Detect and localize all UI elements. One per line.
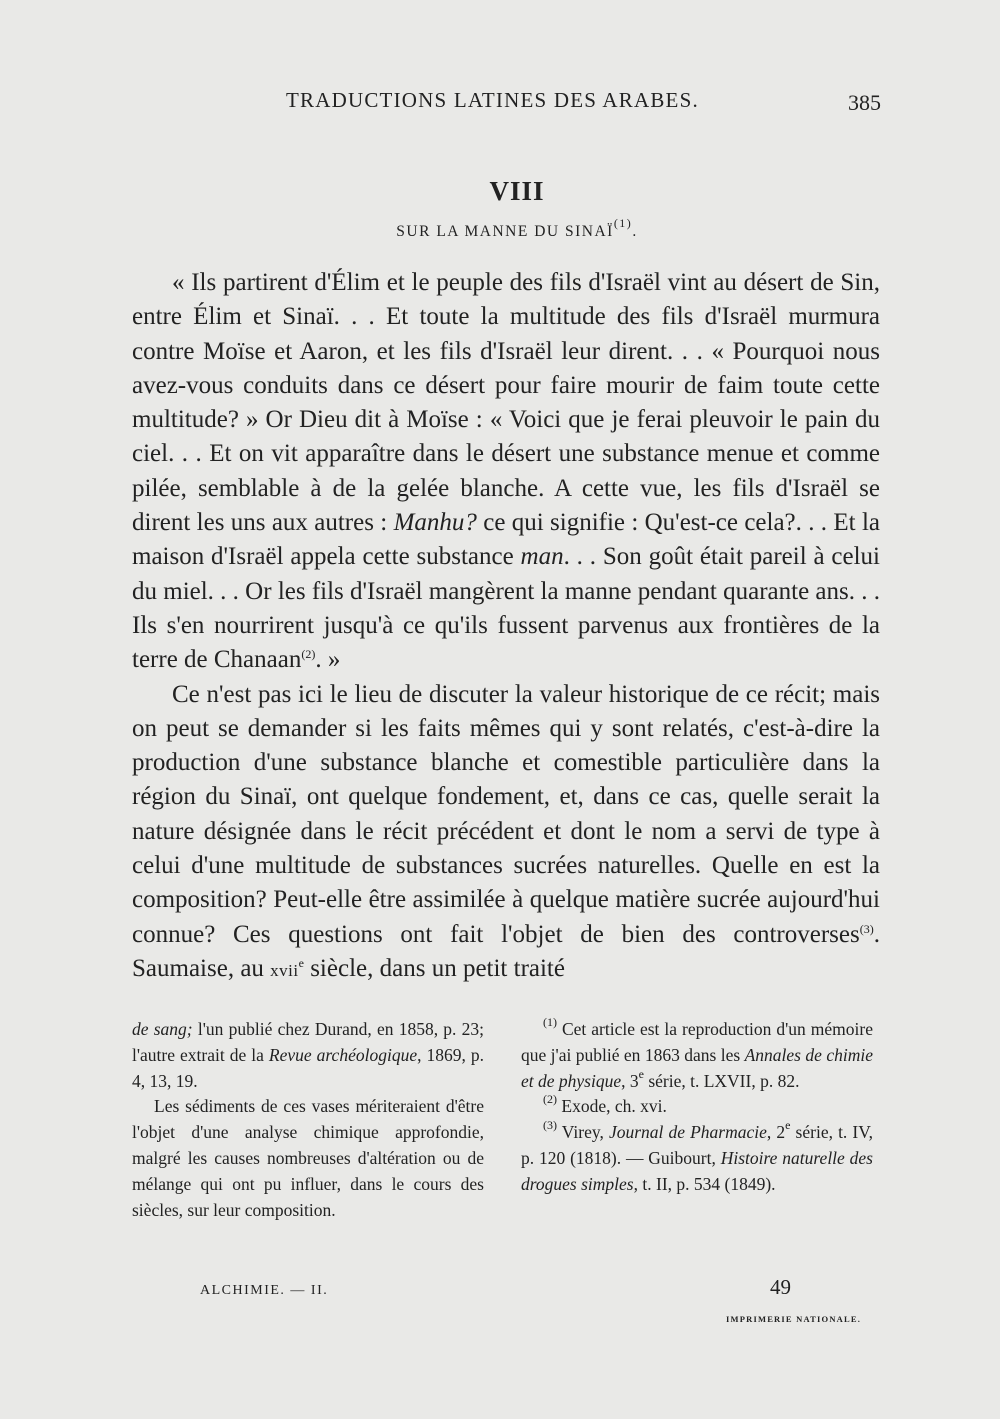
footnote-3-marker: (3) [543,1118,557,1133]
section-number: VIII [489,176,545,206]
footnote-3-text: , t. II, p. 534 (1849). [633,1173,776,1194]
main-text [132,266,880,988]
discussion-text: Ce n'est pas ici le lieu de discuter la valeur historique de ce récit; mais on peut se demander si les faits mêmes qui y sont relatés, c'est-à-dire la production d'une substance blanche et comestible particulière dans la région du Sinaï, ont quelque fondement, et, dans ce cas, quelle serait la nature désignée dans le récit précédent et dont le nom a servi de type à celui d'une multitude de substances sucrées naturelles. Quelle en est la composition? Peut-elle être assimilée à quelque matière sucrée aujourd'hui connue? Ces questions ont fait l'objet de bien des controverses [132,680,880,948]
century-superscript: e [298,955,304,970]
annales-title: Annales de chimie et de physique [521,1044,873,1091]
footnote-ref-2[interactable]: (2) [301,647,316,662]
printer-imprint: IMPRIMERIE NATIONALE. [726,1314,862,1324]
continued-footnote-text: , 1869, p. 4, 13, 19. [132,1044,484,1091]
footnote-1-marker: (1) [543,1015,557,1029]
section-title-text: SUR LA MANNE DU SINAÏ [396,223,614,240]
man-word: man [520,543,564,571]
footnotes-left-column [132,1017,484,1223]
footnote-2 [521,1094,873,1120]
footnotes-right-column [521,1017,873,1198]
footnote-1 [521,1017,873,1094]
quotation-paragraph [132,266,880,678]
page-number: 385 [848,90,881,115]
manhu-word: Manhu? [393,509,477,537]
journal-title: Journal de Pharmacie [608,1122,767,1143]
sediments-note: Les sédiments de ces vases mériteraient d'être l'objet d'une analyse chimique approfondie, malgré les causes nombreuses d'altération ou de mélange qui ont pu influer, dans le cours des siècles, sur leur composition. [132,1096,484,1220]
running-title: TRADUCTIONS LATINES DES ARABES. [286,88,699,112]
discussion-paragraph [132,678,880,989]
century-numeral: xvii [270,960,299,980]
quotation-text: . . . Son goût était pareil à celui du miel. . . Or les fils d'Israël mangèrent la manne pendant quarante ans. . . Ils s'en nourrirent jusqu'à ce qu'ils fussent parvenus aux frontières de la terre de Chanaan [132,543,881,674]
quotation-text: « Ils partirent d'Élim et le peuple des fils d'Israël vint au désert de Sin, entre Élim et Sinaï. . . Et toute la multitude des fils d'Israël murmura contre Moïse et Aaron, et les fils d'Israël leur dirent. . . « Pourquoi nous avez-vous conduits dans ce désert pour faire mourir de faim toute cette multitude? » Or Dieu dit à Moïse : « Voici que je ferai pleuvoir le pain du ciel. . . Et on vit apparaître dans le désert une substance menue et comme pilée, semblable à de la gelée blanche. A cette vue, les fils d'Israël se dirent les uns aux autres : [132,269,880,537]
quotation-text: ce qui signifie : Qu'est-ce cela?. . . Et la maison d'Israël appela cette substance [132,509,880,571]
discussion-text: . Saumaise, au [132,920,880,982]
footnote-2-marker: (2) [543,1092,557,1107]
footnote-3-text: Virey, [557,1122,609,1143]
footnote-1-text: , 3 [621,1070,639,1091]
continued-footnote [132,1017,484,1094]
footnote-3-text: série, t. IV, p. 120 (1818). — Guibourt, [521,1122,874,1168]
footnote-3-text: , 2 [766,1122,786,1143]
section-title: SUR LA MANNE DU SINAÏ$^{(1)}$. [396,216,638,240]
continued-footnote-text: l'un publié chez Durand, en 1858, p. 23; l'autre extrait de la [132,1019,485,1065]
footnote-2-text: Exode, ch. xvi. [557,1096,667,1117]
signature-number: 49 [770,1275,791,1299]
discussion-text: siècle, dans un petit traité [303,954,565,982]
footnote-ref-3[interactable]: (3) [859,921,874,936]
serie-superscript: e [785,1118,791,1133]
histoire-title: Histoire naturelle des drogues simples [521,1147,873,1194]
signature-footer: ALCHIMIE. — II. [200,1283,329,1298]
revue-archeologique-title: Revue archéologique [268,1044,418,1065]
quotation-end: . » [315,646,341,674]
serie-superscript: e [638,1066,644,1081]
footnote-ref-1[interactable]: (1) [613,216,633,230]
footnote-1-text: série, t. LXVII, p. 82. [643,1070,800,1091]
footnote-1-text: Cet article est la reproduction d'un mémoire que j'ai publié en 1863 dans les [521,1019,873,1065]
footnote-3 [521,1120,873,1197]
continued-footnote-italic: de sang; [132,1019,193,1039]
